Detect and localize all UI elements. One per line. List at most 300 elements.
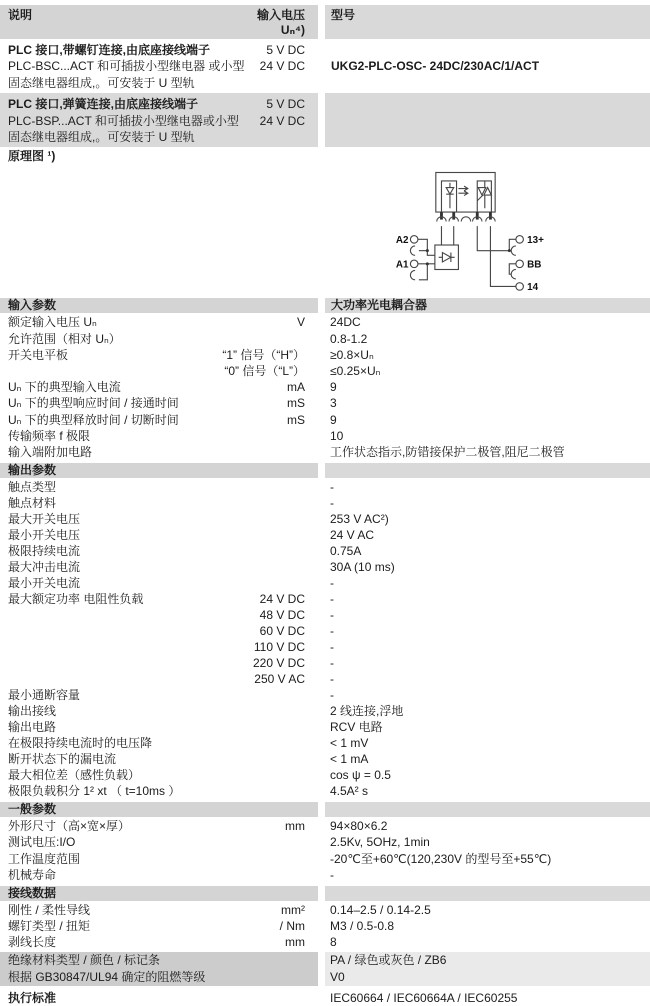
param-value-cell — [325, 703, 650, 719]
param-left-cell — [0, 543, 318, 559]
standards-value: IEC60664 / IEC60664A / IEC60255 — [330, 990, 518, 1005]
param-value: 3 — [330, 396, 337, 411]
param-value: 0.8-1.2 — [330, 331, 368, 346]
param-value-cell — [325, 331, 650, 347]
column-gap — [318, 495, 325, 511]
param-value: RCV 电路 — [330, 720, 383, 735]
param-row — [0, 834, 650, 850]
param-label: 允许范围（相对 Uₙ） — [8, 331, 121, 346]
column-gap — [318, 851, 325, 867]
column-gap — [318, 93, 325, 147]
param-value: 9 — [330, 380, 337, 395]
param-row — [0, 751, 650, 767]
column-gap — [318, 395, 325, 411]
param-row — [0, 559, 650, 575]
param-left-cell — [0, 511, 318, 527]
section-title: 一般参数 — [8, 802, 57, 817]
param-label: 机械寿命 — [8, 867, 57, 882]
param-value: ≥0.8×Uₙ — [330, 347, 374, 362]
section-title: 输入参数 — [8, 298, 57, 313]
param-value-cell — [325, 479, 650, 495]
param-value: 2.5Kv, 5OHz, 1min — [330, 835, 430, 850]
param-value: PA / 绿色或灰色 / ZB6 — [330, 952, 447, 967]
column-gap — [318, 834, 325, 850]
param-value: 24DC — [330, 315, 361, 330]
param-unit — [299, 479, 305, 495]
input-voltage-values — [260, 96, 305, 145]
param-label: 开关电平板 — [8, 347, 69, 362]
param-value-cell — [325, 687, 650, 703]
column-gap — [318, 719, 325, 735]
param-value-cell — [325, 851, 650, 867]
param-value-cell — [325, 412, 650, 428]
column-gap — [318, 623, 325, 639]
param-left-cell — [0, 952, 318, 969]
param-row — [0, 347, 650, 363]
param-value: 24 V AC — [330, 528, 375, 543]
column-gap — [318, 331, 325, 347]
shaded-rows — [0, 951, 650, 987]
column-gap — [318, 511, 325, 527]
param-left-cell — [0, 719, 318, 735]
param-row — [0, 655, 650, 671]
description-row — [0, 93, 650, 147]
param-value-cell — [325, 918, 650, 934]
standards-row — [0, 990, 650, 1006]
param-value: < 1 mV — [330, 736, 369, 751]
param-label: 输出接线 — [8, 704, 57, 719]
param-left-cell — [0, 395, 318, 411]
param-left-cell — [0, 703, 318, 719]
param-label: 输入端附加电路 — [8, 445, 93, 460]
param-unit — [299, 511, 305, 527]
param-unit: 250 V AC — [254, 672, 305, 687]
section-subtitle-cell — [325, 298, 650, 313]
param-value-cell — [325, 511, 650, 527]
param-value-cell — [325, 867, 650, 883]
column-gap — [318, 655, 325, 671]
param-label: Uₙ 下的典型响应时间 / 接通时间 — [8, 396, 179, 411]
param-value-cell — [325, 559, 650, 575]
column-gap — [318, 687, 325, 703]
param-label: 最小开关电压 — [8, 528, 81, 543]
param-left-cell — [0, 479, 318, 495]
param-row — [0, 767, 650, 783]
param-label: 工作温度范围 — [8, 851, 81, 866]
param-unit: mS — [287, 412, 305, 427]
param-label: Uₙ 下的典型释放时间 / 切断时间 — [8, 412, 179, 427]
param-unit — [299, 735, 305, 751]
section-title-cell — [0, 298, 318, 313]
param-value-cell — [325, 934, 650, 950]
param-left-cell — [0, 735, 318, 751]
section-wiring — [0, 886, 650, 987]
circuit-diagram — [352, 163, 627, 295]
param-unit: mm² — [281, 903, 305, 918]
param-value-cell — [325, 363, 650, 379]
param-left-cell — [0, 527, 318, 543]
model-number: UKG2-PLC-OSC- 24DC/230AC/1/ACT — [331, 59, 540, 74]
input-voltage-values — [260, 42, 305, 91]
param-label: 最大开关电压 — [8, 512, 81, 527]
param-value: M3 / 0.5-0.8 — [330, 919, 395, 934]
param-unit: V — [296, 315, 305, 330]
param-row — [0, 379, 650, 395]
param-row — [0, 412, 650, 428]
param-row — [0, 331, 650, 347]
column-header-model: 型号 — [325, 5, 650, 39]
param-unit: mm — [285, 819, 305, 834]
param-row — [0, 479, 650, 495]
shaded-param-row — [0, 952, 650, 969]
param-unit: mS — [287, 396, 305, 411]
column-gap — [318, 639, 325, 655]
param-left-cell — [0, 671, 318, 687]
column-gap — [318, 952, 325, 969]
param-unit: / Nm — [279, 919, 305, 934]
param-unit: “0” 信号（“L”） — [224, 364, 305, 379]
column-gap — [318, 479, 325, 495]
param-value-cell — [325, 543, 650, 559]
param-left-cell — [0, 607, 318, 623]
param-value-cell — [325, 767, 650, 783]
param-unit — [299, 851, 305, 867]
description-row — [0, 39, 650, 93]
param-label: 在极限持续电流时的电压降 — [8, 736, 153, 751]
param-unit — [299, 559, 305, 575]
param-unit — [299, 444, 305, 460]
column-gap — [318, 867, 325, 883]
param-unit — [299, 428, 305, 444]
param-value-cell — [325, 495, 650, 511]
param-value: 工作状态指示,防错接保护二极管,阻尼二极管 — [330, 445, 565, 460]
param-unit — [299, 687, 305, 703]
param-unit: 220 V DC — [252, 656, 305, 671]
param-label: 最大相位差（感性负载） — [8, 768, 141, 783]
description-lines — [8, 42, 244, 91]
param-row — [0, 783, 650, 799]
model-cell — [325, 39, 650, 93]
param-row — [0, 934, 650, 950]
column-gap — [318, 379, 325, 395]
param-value: - — [330, 640, 334, 655]
param-value-cell — [325, 969, 650, 986]
column-gap — [318, 918, 325, 934]
param-left-cell — [0, 834, 318, 850]
description-text — [0, 93, 318, 147]
column-gap — [318, 751, 325, 767]
column-gap — [318, 363, 325, 379]
param-value-cell — [325, 428, 650, 444]
section-subtitle-cell — [325, 802, 650, 817]
column-gap — [318, 39, 325, 93]
param-unit: mA — [287, 380, 305, 395]
param-left-cell — [0, 623, 318, 639]
param-value: 8 — [330, 935, 337, 950]
param-row — [0, 444, 650, 460]
column-gap — [318, 463, 325, 478]
param-unit: 24 V DC — [259, 592, 305, 607]
param-left-cell — [0, 687, 318, 703]
param-left-cell — [0, 969, 318, 986]
terminal-label-a1: A1 — [395, 260, 409, 272]
column-gap — [318, 444, 325, 460]
param-left-cell — [0, 347, 318, 363]
input-voltage-value: 24 V DC — [259, 59, 305, 74]
param-value: - — [330, 656, 334, 671]
param-left-cell — [0, 902, 318, 918]
terminal-label-a2: A2 — [395, 235, 409, 247]
column-gap — [318, 527, 325, 543]
param-value: - — [330, 496, 334, 511]
param-label: 极限持续电流 — [8, 544, 81, 559]
param-label: 最大额定功率 电阻性负载 — [8, 592, 144, 607]
param-label: 测试电压:I/O — [8, 835, 76, 850]
param-label: 传输频率 f 极限 — [8, 428, 91, 443]
param-left-cell — [0, 918, 318, 934]
column-gap — [318, 735, 325, 751]
param-value-cell — [325, 527, 650, 543]
param-row — [0, 639, 650, 655]
param-left-cell — [0, 851, 318, 867]
param-row — [0, 607, 650, 623]
shaded-param-row — [0, 969, 650, 986]
param-value-cell — [325, 575, 650, 591]
param-unit: 60 V DC — [259, 624, 305, 639]
param-label: 输出电路 — [8, 720, 57, 735]
column-gap — [318, 767, 325, 783]
param-left-cell — [0, 559, 318, 575]
param-unit — [299, 834, 305, 850]
input-voltage-header-line1: 输入电压 — [256, 8, 305, 22]
param-value: 2 线连接,浮地 — [330, 704, 404, 719]
param-left-cell — [0, 591, 318, 607]
param-value: - — [330, 672, 334, 687]
param-value: 0.75A — [330, 544, 362, 559]
table-header — [0, 5, 650, 39]
param-row — [0, 395, 650, 411]
section-title-cell — [0, 886, 318, 901]
param-value-cell — [325, 719, 650, 735]
param-left-cell — [0, 363, 318, 379]
param-unit — [299, 543, 305, 559]
param-unit — [299, 575, 305, 591]
param-value-cell — [325, 671, 650, 687]
column-gap — [318, 347, 325, 363]
column-gap — [318, 575, 325, 591]
param-row — [0, 575, 650, 591]
param-label: 极限负载积分 1² xt （ t=10ms ） — [8, 784, 181, 799]
section-title: 接线数据 — [8, 886, 57, 901]
section-bar — [0, 886, 650, 901]
description-line: PLC 接口,带螺钉连接,由底座接线端子 — [8, 43, 211, 57]
param-row — [0, 867, 650, 883]
param-value: 94×80×6.2 — [330, 819, 388, 834]
description-line: PLC 接口,弹簧连接,由底座接线端子 — [8, 97, 199, 112]
param-row — [0, 703, 650, 719]
section-general — [0, 802, 650, 883]
column-gap — [318, 671, 325, 687]
header-left-cell — [0, 5, 318, 39]
param-row — [0, 428, 650, 444]
section-input — [0, 298, 650, 460]
column-gap — [318, 607, 325, 623]
param-value-cell — [325, 902, 650, 918]
param-label: 刚性 / 柔性导线 — [8, 903, 91, 918]
column-gap — [318, 818, 325, 834]
param-value: ≤0.25×Uₙ — [330, 364, 381, 379]
param-unit — [299, 527, 305, 543]
param-value: - — [330, 592, 334, 607]
param-unit — [299, 751, 305, 767]
description-rows — [0, 39, 650, 147]
param-value-cell — [325, 379, 650, 395]
input-module-box — [435, 245, 459, 269]
param-row — [0, 719, 650, 735]
param-label: 最小通断容量 — [8, 688, 81, 703]
param-value: - — [330, 576, 334, 591]
param-value: 0.14–2.5 / 0.14-2.5 — [330, 903, 431, 918]
param-value: - — [330, 480, 334, 495]
param-left-cell — [0, 751, 318, 767]
param-label: 断开状态下的漏电流 — [8, 752, 117, 767]
param-value-cell — [325, 783, 650, 799]
param-value: 9 — [330, 412, 337, 427]
param-value-cell — [325, 591, 650, 607]
description-line: 固态继电器组成,。可安装于 U 型轨 — [8, 130, 195, 145]
param-value: - — [330, 624, 334, 639]
column-gap — [318, 314, 325, 330]
column-gap — [318, 412, 325, 428]
param-value-cell — [325, 623, 650, 639]
param-value: - — [330, 867, 334, 882]
param-left-cell — [0, 379, 318, 395]
standards-label: 执行标准 — [8, 990, 57, 1005]
param-value: 253 V AC²) — [330, 512, 389, 527]
param-label: 绝缘材料类型 / 颜色 / 标记条 — [8, 952, 161, 967]
param-value: < 1 mA — [330, 752, 369, 767]
param-left-cell — [0, 934, 318, 950]
column-gap — [318, 802, 325, 817]
section-bar — [0, 298, 650, 313]
param-label: 最大冲击电流 — [8, 560, 81, 575]
input-voltage-header-line2: Uₙ⁴) — [280, 23, 305, 37]
param-value: 4.5A² s — [330, 784, 369, 799]
parameter-sections — [0, 298, 650, 986]
param-value-cell — [325, 314, 650, 330]
param-left-cell — [0, 783, 318, 799]
param-row — [0, 687, 650, 703]
column-gap — [318, 591, 325, 607]
section-bar — [0, 802, 650, 817]
param-row — [0, 363, 650, 379]
param-label: 最小开关电流 — [8, 576, 81, 591]
column-gap — [318, 543, 325, 559]
param-unit — [299, 331, 305, 347]
param-unit: 110 V DC — [253, 640, 305, 655]
column-gap — [318, 298, 325, 313]
param-row — [0, 495, 650, 511]
param-unit — [299, 767, 305, 783]
param-row — [0, 527, 650, 543]
section-output — [0, 463, 650, 799]
param-value: cos ψ = 0.5 — [330, 768, 391, 783]
param-unit — [299, 495, 305, 511]
param-value-cell — [325, 655, 650, 671]
param-value-cell — [325, 607, 650, 623]
param-value-cell — [325, 735, 650, 751]
column-header-description: 说明 — [8, 8, 33, 22]
section-title-cell — [0, 802, 318, 817]
param-left-cell — [0, 655, 318, 671]
description-lines — [8, 96, 239, 145]
param-label: 根据 GB30847/UL94 确定的阻燃等级 — [8, 969, 206, 984]
column-gap — [318, 703, 325, 719]
section-bar — [0, 463, 650, 478]
param-left-cell — [0, 428, 318, 444]
section-title-cell — [0, 463, 318, 478]
param-row — [0, 851, 650, 867]
description-line: 固态继电器组成,。可安装于 U 型轨 — [8, 75, 195, 90]
input-voltage-value: 5 V DC — [266, 43, 305, 57]
param-left-cell — [0, 412, 318, 428]
column-gap — [318, 886, 325, 901]
param-left-cell — [0, 575, 318, 591]
param-unit — [299, 703, 305, 719]
param-label: Uₙ 下的典型输入电流 — [8, 380, 121, 395]
column-gap — [318, 428, 325, 444]
param-value-cell — [325, 751, 650, 767]
column-gap — [318, 559, 325, 575]
terminal-label-13plus: 13+ — [527, 235, 544, 247]
param-value-cell — [325, 444, 650, 460]
param-row — [0, 511, 650, 527]
param-unit: “1” 信号（“H”） — [222, 347, 305, 362]
param-unit: 48 V DC — [259, 608, 305, 623]
param-row — [0, 314, 650, 330]
param-left-cell — [0, 495, 318, 511]
param-value-cell — [325, 639, 650, 655]
input-voltage-value: 24 V DC — [259, 113, 305, 128]
param-label: 螺钉类型 / 扭矩 — [8, 919, 91, 934]
section-subtitle-cell — [325, 463, 650, 478]
param-label: 触点材料 — [8, 496, 57, 511]
schematic-label: 原理图 ¹) — [8, 149, 56, 164]
param-row — [0, 623, 650, 639]
param-left-cell — [0, 444, 318, 460]
param-unit — [299, 719, 305, 735]
param-value-cell — [325, 395, 650, 411]
param-row — [0, 902, 650, 918]
param-left-cell — [0, 867, 318, 883]
model-cell — [325, 93, 650, 147]
param-value: 10 — [330, 428, 344, 443]
param-value: -20℃至+60℃(120,230V 的型号至+55℃) — [330, 851, 552, 866]
param-label: 剥线长度 — [8, 935, 57, 950]
description-line: PLC-BSC...ACT 和可插拔小型继电器 或小型 — [8, 59, 245, 74]
param-value: 30A (10 ms) — [330, 560, 395, 575]
param-value-cell — [325, 952, 650, 969]
description-text — [0, 39, 318, 93]
param-unit — [299, 867, 305, 883]
param-row — [0, 735, 650, 751]
param-row — [0, 918, 650, 934]
column-header-input-voltage — [257, 8, 305, 39]
param-left-cell — [0, 818, 318, 834]
section-subtitle-cell — [325, 886, 650, 901]
param-label: 触点类型 — [8, 480, 57, 495]
param-value: - — [330, 608, 334, 623]
